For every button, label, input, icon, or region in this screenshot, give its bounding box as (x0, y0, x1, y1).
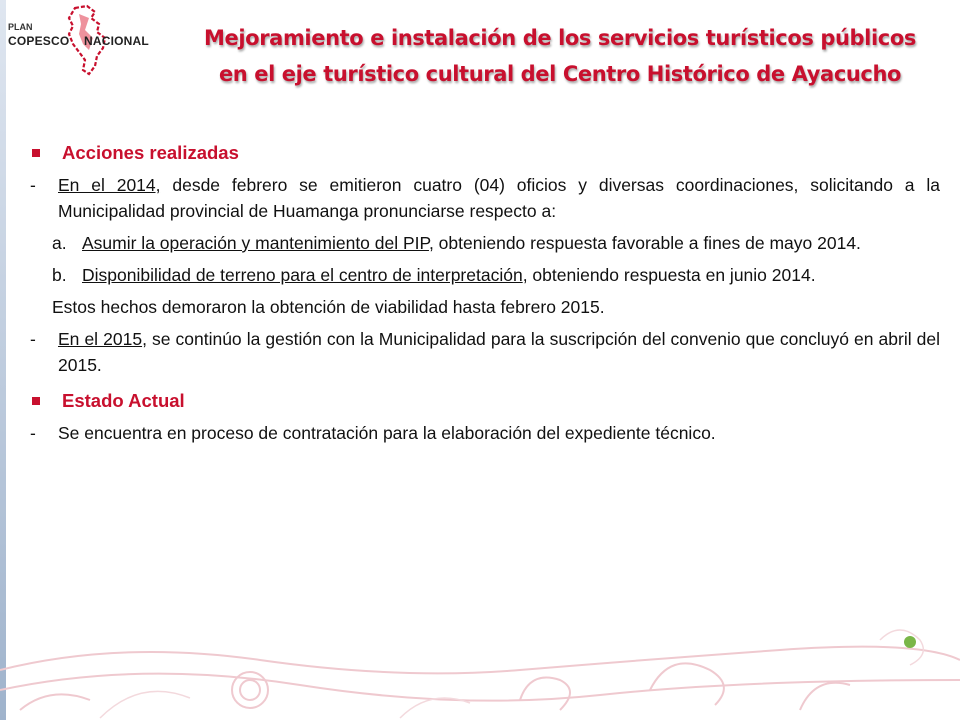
logo-plan-text: PLAN (8, 22, 33, 32)
list-item-text: Se encuentra en proceso de contratación para la elaboración del expediente técnico. (58, 423, 716, 443)
dash-marker: - (30, 175, 36, 195)
square-bullet-icon (32, 397, 40, 405)
section-heading-acciones (30, 140, 940, 166)
viability-note: Estos hechos demoraron la obtención de viabilidad hasta febrero 2015. (52, 297, 605, 317)
section-heading-text: Acciones realizadas (62, 142, 239, 163)
underlined-text: Disponibilidad de terreno para el centro de interpretación (82, 265, 523, 285)
logo-copesco-text: COPESCO (8, 34, 70, 48)
dash-marker: - (30, 423, 36, 443)
underlined-text: En el 2014, (58, 175, 161, 195)
page-title (160, 20, 960, 92)
sub-item-marker: a. (52, 233, 67, 253)
green-dot-icon (904, 636, 916, 648)
sub-item-a (52, 230, 940, 256)
sub-item-text (82, 262, 940, 288)
logo-nacional-text: NACIONAL (84, 34, 149, 48)
item-rest-text: , obteniendo respuesta en junio 2014. (522, 265, 816, 285)
section-heading-estado (30, 388, 940, 414)
title-line-1: Mejoramiento e instalación de los servicios turísticos públicos (204, 26, 916, 50)
sub-item-marker: b. (52, 265, 67, 285)
square-bullet-icon (32, 149, 40, 157)
decorative-swirls (0, 600, 960, 720)
underlined-text: En el 2015 (58, 329, 143, 349)
title-line-2: en el eje turístico cultural del Centro Histórico de Ayacucho (218, 62, 902, 86)
list-item-text (58, 172, 940, 224)
list-item-estado (30, 420, 940, 446)
item-rest-text: , obteniendo respuesta favorable a fines de mayo 2014. (428, 233, 861, 253)
list-item-text (58, 326, 940, 378)
sub-item-b (52, 262, 940, 288)
item-rest-text: , se continúo la gestión con la Municipalidad para la suscripción del convenio que concluyó en abril del 2015. (58, 329, 940, 375)
list-item-2015 (30, 326, 940, 378)
underlined-text: Asumir la operación y mantenimiento del PIP (82, 233, 429, 253)
section-heading-text: Estado Actual (62, 390, 185, 411)
item-rest-text: desde febrero se emitieron cuatro (04) oficios y diversas coordinaciones, solicitando a la Municipalidad provincial de Huamanga pronunciarse respecto a: (58, 175, 940, 221)
sub-item-text (82, 230, 940, 256)
plan-copesco-logo (6, 4, 166, 84)
slide-content (30, 140, 940, 446)
list-item-2014 (30, 172, 940, 224)
dash-marker: - (30, 329, 36, 349)
